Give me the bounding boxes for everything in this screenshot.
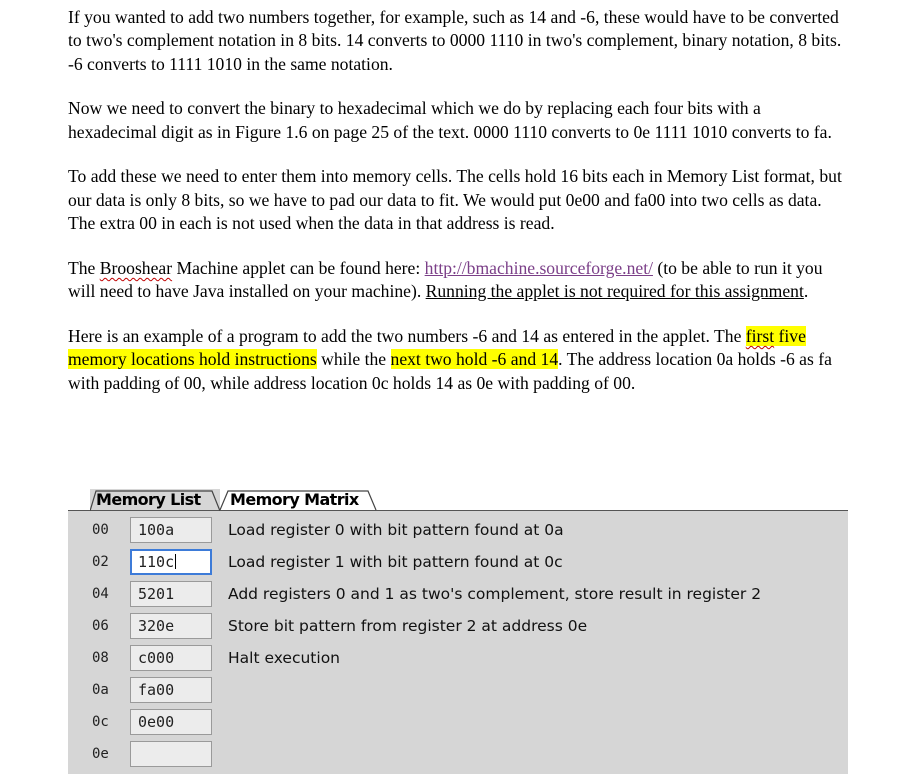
memory-row bbox=[68, 514, 848, 546]
memory-cell-input[interactable]: 320e bbox=[130, 613, 212, 639]
instruction-description: Halt execution bbox=[228, 649, 340, 667]
text-segment: The bbox=[68, 257, 100, 278]
applet-link[interactable]: http://bmachine.sourceforge.net/ bbox=[424, 257, 653, 278]
memory-row bbox=[68, 610, 848, 642]
text-segment: Here is an example of a program to add the two numbers -6 and 14 as entered in the applet. The bbox=[68, 325, 746, 346]
memory-cell-input[interactable]: 0e00 bbox=[130, 709, 212, 735]
underlined-note: Running the applet is not required for this assignment bbox=[425, 281, 804, 302]
text-segment: five memory locations hold instructions bbox=[68, 325, 806, 370]
text-segment: (to be able to run it you will need to have Java installed on your machine). bbox=[68, 257, 823, 302]
tab-label: Memory Matrix bbox=[230, 490, 359, 509]
memory-address: 0e bbox=[92, 746, 109, 762]
paragraph-hexadecimal: Now we need to convert the binary to hexadecimal which we do by replacing each four bits with a hexadecimal digit as in Figure 1.6 on page 25 of the text. 0000 1110 converts to 0e 1111 1010 converts to fa. bbox=[68, 98, 832, 142]
paragraph-program-example bbox=[68, 325, 848, 395]
memory-address: 04 bbox=[92, 586, 109, 602]
memory-row bbox=[68, 546, 848, 578]
memory-row bbox=[68, 674, 848, 706]
memory-row bbox=[68, 578, 848, 610]
memory-address: 00 bbox=[92, 522, 109, 538]
memory-cell-input[interactable]: 100a bbox=[130, 517, 212, 543]
memory-cell-input[interactable]: fa00 bbox=[130, 677, 212, 703]
tab-label: Memory List bbox=[96, 490, 201, 509]
cell-value: 110c bbox=[138, 553, 175, 571]
memory-row bbox=[68, 738, 848, 770]
text-caret bbox=[175, 554, 176, 569]
text-segment: . The address location 0a holds -6 as fa with padding of 00, while address location 0c holds 14 as 0e with padding of 00. bbox=[68, 349, 832, 393]
text-segment: while the bbox=[316, 349, 391, 370]
memory-address: 06 bbox=[92, 618, 109, 634]
document-body bbox=[68, 6, 848, 416]
paragraph-applet-info bbox=[68, 257, 848, 304]
tab-memory-matrix[interactable] bbox=[218, 489, 378, 510]
memory-cell-input[interactable]: 5201 bbox=[130, 581, 212, 607]
memory-row bbox=[68, 642, 848, 674]
applet-screenshot bbox=[68, 489, 848, 774]
memory-cell-input[interactable]: c000 bbox=[130, 645, 212, 671]
text-segment: . bbox=[803, 281, 809, 302]
instruction-description: Load register 1 with bit pattern found at 0c bbox=[228, 553, 563, 571]
text-segment: Machine applet can be found here: bbox=[172, 257, 425, 278]
instruction-description: Add registers 0 and 1 as two's complement, store result in register 2 bbox=[228, 585, 762, 603]
spellcheck-word: Brooshear bbox=[99, 257, 173, 278]
paragraph-two-complement: If you wanted to add two numbers together, for example, such as 14 and -6, these would have to be converted to two's complement notation in 8 bits. 14 converts to 0000 1110 in two's complement, binary notation, 8 bits. -6 converts to 1111 1010 in the same notation. bbox=[68, 7, 842, 74]
memory-address: 08 bbox=[92, 650, 109, 666]
memory-row bbox=[68, 706, 848, 738]
memory-cell-input[interactable] bbox=[130, 741, 212, 767]
memory-cell-input-active[interactable] bbox=[130, 549, 212, 575]
memory-address: 0a bbox=[92, 682, 109, 698]
memory-address: 02 bbox=[92, 554, 109, 570]
highlight-data: next two hold -6 and 14 bbox=[390, 349, 559, 370]
instruction-description: Store bit pattern from register 2 at address 0e bbox=[228, 617, 588, 635]
memory-address: 0c bbox=[92, 714, 109, 730]
instruction-description: Load register 0 with bit pattern found at 0a bbox=[228, 521, 564, 539]
paragraph-memory-cells: To add these we need to enter them into memory cells. The cells hold 16 bits each in Memory List format, but our data is only 8 bits, so we have to pad our data to fit. We would put 0e00 and fa00 into two cells as data. The extra 00 in each is not used when the data in that address is read. bbox=[68, 166, 842, 234]
tab-memory-list[interactable] bbox=[90, 489, 220, 510]
spellcheck-word: first bbox=[745, 325, 775, 346]
